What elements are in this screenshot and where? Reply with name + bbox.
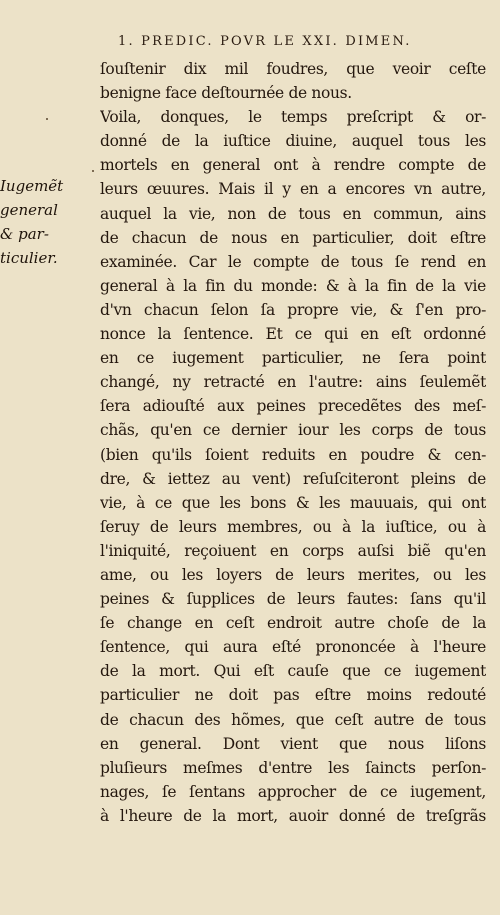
text-line: peines & ſupplices de leurs fautes: ſans qu'il	[100, 590, 486, 609]
text-line: dre, & iettez au vent) reſuſciteront pleins de	[100, 469, 486, 488]
text-line: de chacun de nous en particulier, doit eſtre	[100, 228, 486, 247]
text-line: leurs œuures. Mais il y en a encores vn autre,	[100, 180, 486, 199]
margin-note	[0, 174, 100, 270]
text-line: ſeruy de leurs membres, ou à la iuſtice, ou à	[100, 517, 486, 536]
text-line: à l'heure de la mort, auoir donné de treſgrãs	[100, 806, 486, 825]
text-line: vie, à ce que les bons & les mauuais, qui ont	[100, 493, 486, 512]
paper-speck	[92, 170, 94, 172]
text-line: particulier ne doit pas eſtre moins redouté	[100, 686, 486, 705]
text-line: changé, ny retracté en l'autre: ains ſeulemẽt	[100, 373, 486, 392]
text-line: ame, ou les loyers de leurs merites, ou les	[100, 565, 486, 584]
text-line: benigne face deſtournée de nous.	[100, 84, 352, 103]
text-line: Voila, donques, le temps preſcript & or-	[100, 108, 486, 127]
text-line: l'iniquité, reçoiuent en corps auſsi biẽ qu'en	[100, 541, 486, 560]
margin-note-line: & par-	[0, 225, 49, 243]
text-line: ſe change en ceſt endroit autre choſe de la	[100, 614, 486, 633]
text-line: donné de la iuſtice diuine, auquel tous les	[100, 132, 486, 151]
text-line: mortels en general ont à rendre compte de	[100, 156, 486, 175]
margin-note-line: Iugemẽt	[0, 177, 64, 195]
paper-speck	[46, 118, 48, 120]
margin-note-line: ticulier.	[0, 249, 58, 267]
text-line: chãs, qu'en ce dernier iour les corps de tous	[100, 421, 486, 440]
text-line: pluſieurs meſmes d'entre les ſaincts perſon-	[100, 758, 486, 777]
text-line: de chacun des hõmes, que ceſt autre de tous	[100, 710, 486, 729]
text-line: (bien qu'ils ſoient reduits en poudre & cen-	[100, 445, 486, 464]
running-header: 1. PREDIC. POVR LE XXI. DIMEN.	[118, 34, 412, 49]
text-line: en ce iugement particulier, ne ſera point	[100, 349, 486, 368]
text-line: nages, ſe ſentans approcher de ce iugement,	[100, 782, 486, 801]
text-line: general à la fin du monde: & à la fin de la vie	[100, 276, 486, 295]
text-line: ſentence, qui aura eſté prononcée à l'heure	[100, 638, 486, 657]
text-line: ſera adiouſté aux peines precedẽtes des meſ-	[100, 397, 486, 416]
text-line: examinée. Car le compte de tous ſe rend en	[100, 252, 486, 271]
margin-note-line: general	[0, 201, 58, 219]
text-line: auquel la vie, non de tous en commun, ains	[100, 204, 486, 223]
text-line: de la mort. Qui eſt cauſe que ce iugement	[100, 662, 486, 681]
text-line: d'vn chacun ſelon ſa propre vie, & ſ'en pro-	[100, 300, 486, 319]
text-line: en general. Dont vient que nous liſons	[100, 734, 486, 753]
body-text	[100, 57, 486, 828]
text-line: nonce la ſentence. Et ce qui en eſt ordonné	[100, 325, 486, 344]
text-line: ſouſtenir dix mil foudres, que veoir ceſte	[100, 60, 486, 78]
